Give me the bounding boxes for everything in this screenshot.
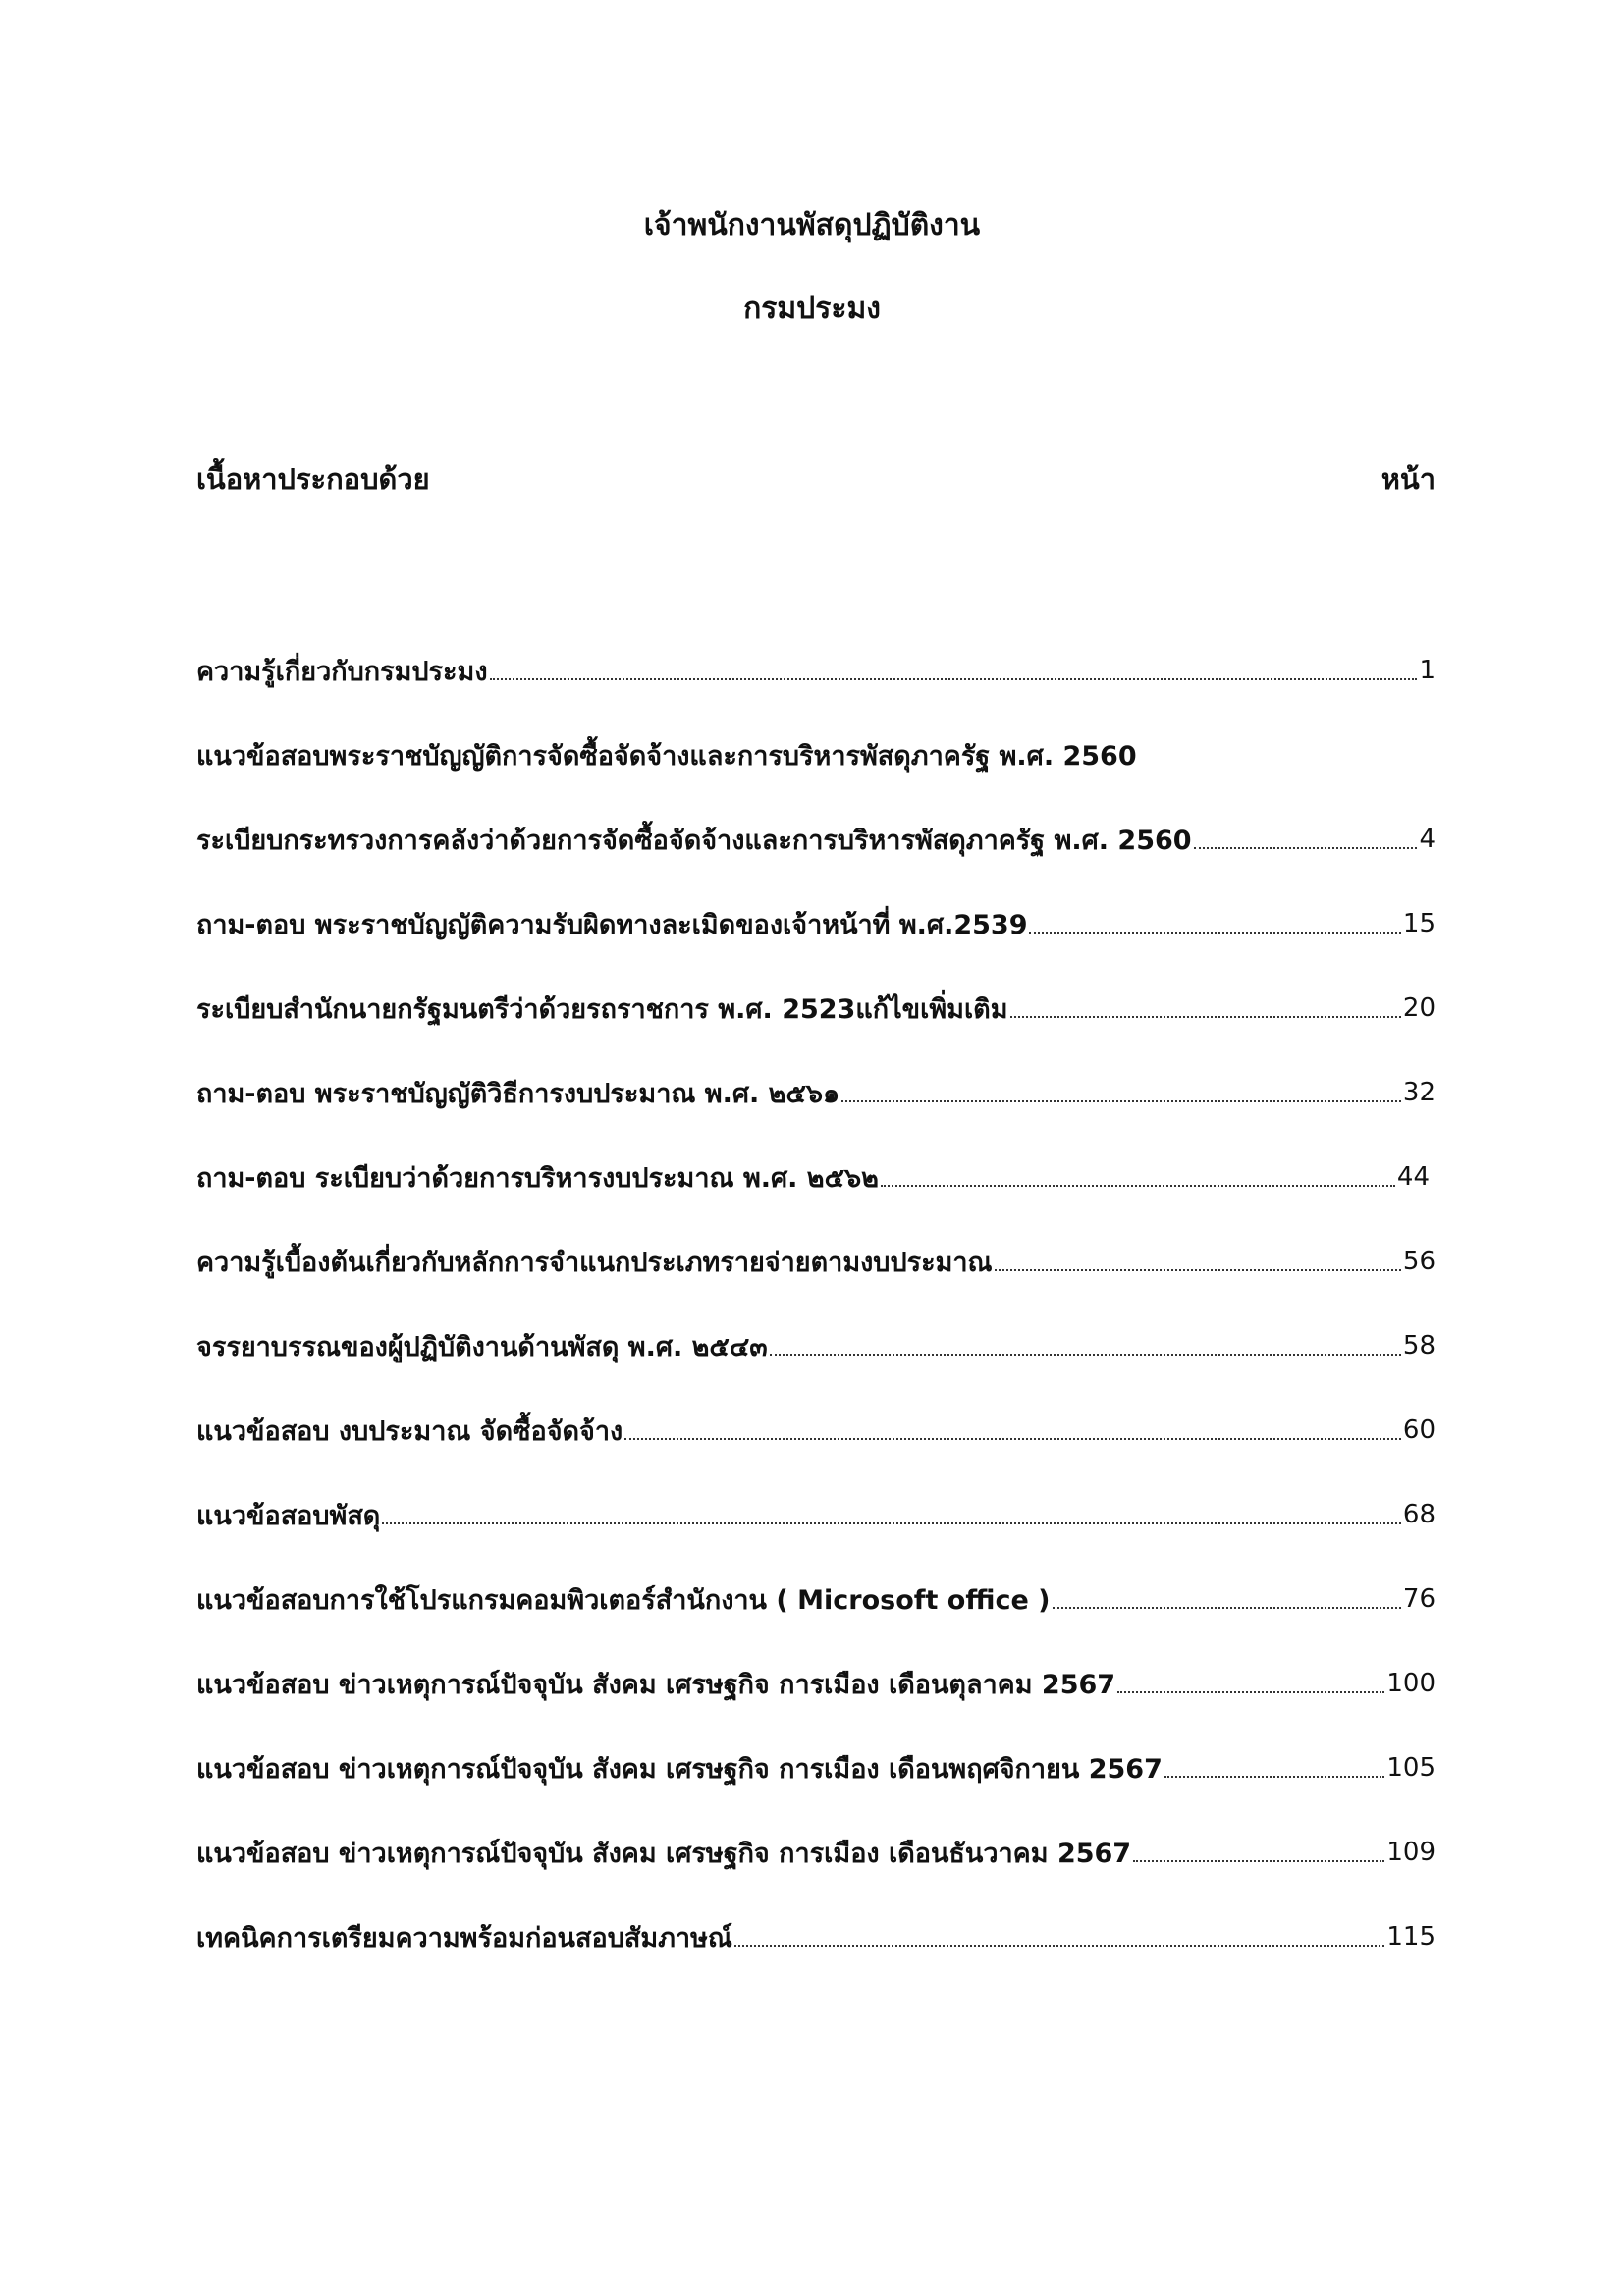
toc-entry-title: แนวข้อสอบพระราชบัญญัติการจัดซื้อจัดจ้างและการบริหารพัสดุภาครัฐ พ.ศ. 2560 [196,740,1137,772]
toc-entry-page: 60 [1402,1415,1435,1445]
dot-leader [1194,847,1418,849]
toc-entry [196,1726,1435,1810]
dot-leader [1053,1607,1401,1609]
dot-leader [881,1185,1395,1187]
toc-header [196,459,1435,499]
toc-entry-title: แนวข้อสอบการใช้โปรแกรมคอมพิวเตอร์สำนักงาน ( Microsoft office ) [196,1584,1051,1616]
toc-entry-title: ถาม-ตอบ พระราชบัญญัติวิธีการงบประมาณ พ.ศ. ๒๕๖๑ [196,1078,840,1109]
table-of-contents [196,628,1435,1979]
toc-entry [196,1557,1435,1641]
toc-entry-page: 20 [1402,993,1435,1023]
toc-entry [196,1810,1435,1895]
dot-leader [1010,1016,1401,1018]
toc-entry-title: ถาม-ตอบ พระราชบัญญัติความรับผิดทางละเมิดของเจ้าหน้าที่ พ.ศ.2539 [196,909,1028,940]
toc-entry-title: แนวข้อสอบ ข่าวเหตุการณ์ปัจจุบัน สังคม เศรษฐกิจ การเมือง เดือนพฤศจิกายน 2567 [196,1753,1163,1785]
toc-entry-title: แนวข้อสอบ ข่าวเหตุการณ์ปัจจุบัน สังคม เศรษฐกิจ การเมือง เดือนตุลาคม 2567 [196,1669,1116,1700]
toc-entry-page: 4 [1419,825,1435,854]
toc-entry [196,1641,1435,1726]
dot-leader [770,1354,1401,1356]
toc-entry [196,1219,1435,1304]
dot-leader [734,1945,1384,1947]
toc-entry-page: 15 [1402,909,1435,938]
toc-entry [196,1135,1435,1219]
document-subtitle: กรมประมง [743,292,881,326]
toc-entry-page: 44 [1396,1162,1430,1192]
dot-leader [1164,1776,1384,1778]
document-title: เจ้าพนักงานพัสดุปฏิบัติงาน [643,208,981,242]
dot-leader [1029,932,1400,934]
toc-entry-title: ถาม-ตอบ ระเบียบว่าด้วยการบริหารงบประมาณ พ.ศ. ๒๕๖๒ [196,1162,879,1194]
toc-entry [196,966,1435,1050]
toc-entry-title: แนวข้อสอบ งบประมาณ จัดซื้อจัดจ้าง [196,1415,623,1447]
toc-entry-page: 58 [1402,1331,1435,1361]
toc-entry-title: จรรยาบรรณของผู้ปฏิบัติงานด้านพัสดุ พ.ศ. ๒๕๔๓ [196,1331,768,1362]
dot-leader [382,1522,1401,1524]
toc-entry-page: 100 [1386,1669,1435,1698]
toc-entry-title: ระเบียบสำนักนายกรัฐมนตรีว่าด้วยรถราชการ พ.ศ. 2523แก้ไขเพิ่มเติม [196,993,1008,1025]
toc-entry [196,1388,1435,1472]
toc-entry [196,881,1435,966]
toc-entry-page: 32 [1402,1078,1435,1107]
toc-entry-page: 68 [1402,1500,1435,1529]
page-column-label: หน้า [1380,462,1435,496]
toc-entry-page: 109 [1386,1838,1435,1867]
dot-leader [841,1100,1401,1102]
dot-leader [995,1269,1401,1271]
toc-entry [196,1895,1435,1979]
toc-entry [196,1050,1435,1135]
contents-label: เนื้อหาประกอบด้วย [196,462,430,496]
toc-entry [196,1304,1435,1388]
toc-entry [196,713,1435,797]
toc-entry-page: 76 [1402,1584,1435,1614]
toc-entry-page: 105 [1386,1753,1435,1783]
toc-entry-page: 1 [1419,656,1435,685]
toc-entry-page: 56 [1402,1247,1435,1276]
toc-entry-title: เทคนิคการเตรียมความพร้อมก่อนสอบสัมภาษณ์ [196,1922,732,1953]
dot-leader [1117,1691,1384,1693]
toc-entry [196,1472,1435,1557]
toc-entry-title: แนวข้อสอบ ข่าวเหตุการณ์ปัจจุบัน สังคม เศรษฐกิจ การเมือง เดือนธันวาคม 2567 [196,1838,1132,1869]
toc-entry-title: ความรู้เบื้องต้นเกี่ยวกับหลักการจำแนกประเภทรายจ่ายตามงบประมาณ [196,1247,993,1278]
toc-entry [196,628,1435,713]
toc-entry-title: ความรู้เกี่ยวกับกรมประมง [196,656,488,687]
dot-leader [490,678,1418,680]
toc-entry-title: ระเบียบกระทรวงการคลังว่าด้วยการจัดซื้อจัดจ้างและการบริหารพัสดุภาครัฐ พ.ศ. 2560 [196,825,1192,856]
toc-entry-title: แนวข้อสอบพัสดุ [196,1500,381,1531]
dot-leader [1133,1860,1384,1862]
toc-entry-page: 115 [1386,1922,1435,1951]
toc-entry [196,797,1435,881]
dot-leader [624,1438,1401,1440]
